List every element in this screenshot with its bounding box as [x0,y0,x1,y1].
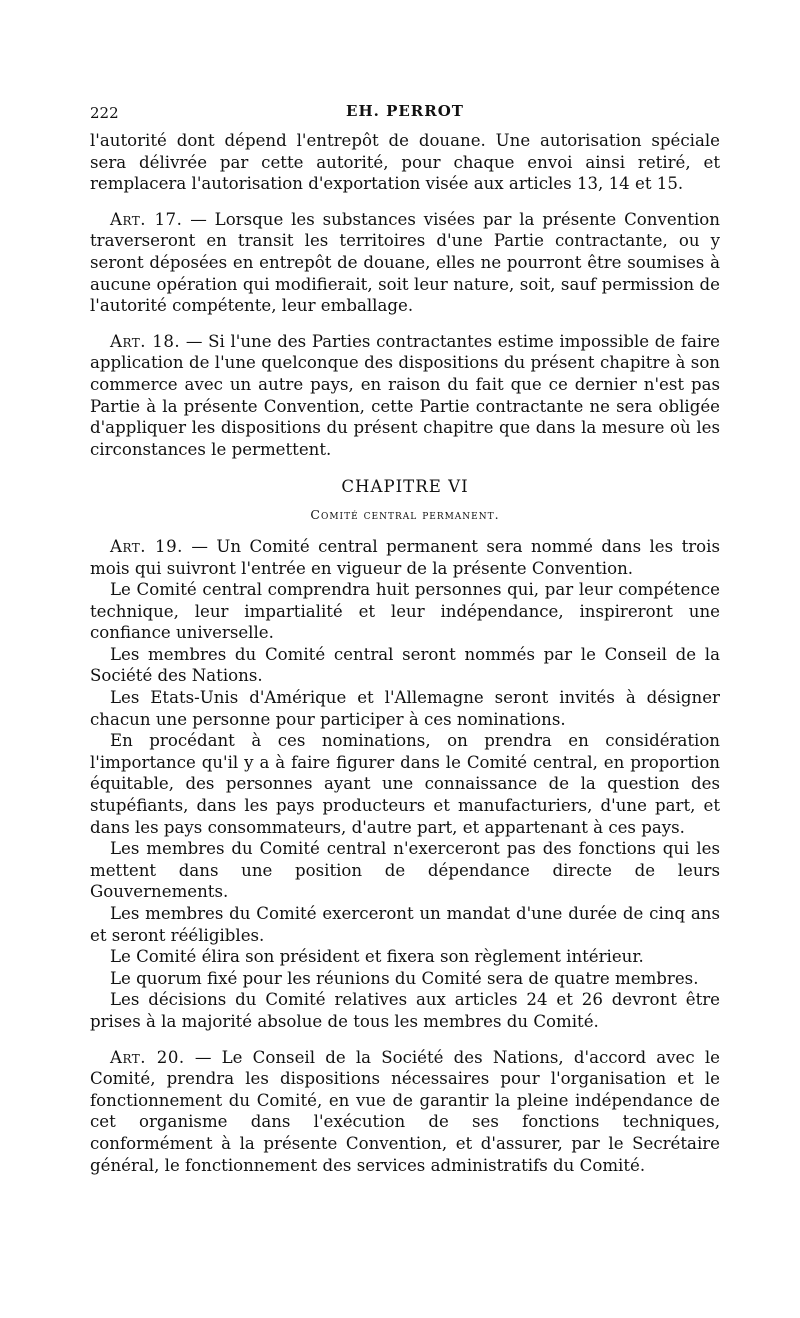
article-20 [90,1047,720,1177]
page-number: 222 [90,104,119,122]
running-head [90,100,720,130]
article-19-paragraph: Les membres du Comité exerceront un mandat d'une durée de cinq ans et seront rééligibles. [90,904,720,945]
article-19-text: — Un Comité central permanent sera nommé dans les trois mois qui suivront l'entrée en vigueur de la présente Convention. [90,536,720,578]
article-19-paragraph: Le quorum fixé pour les réunions du Comité sera de quatre membres. [110,968,699,988]
article-19-paragraph: En procédant à ces nominations, on prendra en considération l'importance qu'il y a à faire figurer dans le Comité central, en proportion équitable, des personnes ayant une connaissance de la question des stupéfiants, dans les pays producteurs et manufacturiers, d'une part, et dans les pays consommateurs, d'autre part, et appartenant à ces pays. [90,731,720,837]
article-19-paragraph: Le Comité central comprendra huit personnes qui, par leur compétence technique, leur impartialité et leur indépendance, inspireront une confiance universelle. [90,580,720,643]
article-18-text: — Si l'une des Parties contractantes estime impossible de faire application de l'une quelconque des dispositions du présent chapitre à son commerce avec un autre pays, en raison du fait que ce dernier n'est pas Partie à la présente Convention, cette Partie contractante ne sera obligée d'appliquer les dispositions du présent chapitre que dans la mesure où les circonstances le permettent. [90,331,720,459]
continuation-paragraph: l'autorité dont dépend l'entrepôt de douane. Une autorisation spéciale sera délivrée par cette autorité, pour chaque envoi ainsi retiré, et remplacera l'autorisation d'exportation visée aux articles 13, 14 et 15. [90,131,720,194]
article-19-paragraph: Le Comité élira son président et fixera son règlement intérieur. [110,947,644,967]
document-page [90,100,720,1176]
article-17-label: Art. 17. [110,209,183,229]
article-18 [90,331,720,461]
running-title: EH. PERROT [346,102,464,120]
article-17-text: — Lorsque les substances visées par la présente Convention traverseront en transit les territoires d'une Partie contractante, ou y seront déposées en entrepôt de douane, elles ne pourront être soumises à aucune opération qui modifierait, soit leur nature, soit, sauf permission de l'autorité compétente, leur emballage. [90,209,720,316]
article-19-paragraph: Les Etats-Unis d'Amérique et l'Allemagne seront invités à désigner chacun une personne pour participer à ces nominations. [90,688,720,729]
article-19-paragraph: Les membres du Comité central seront nommés par le Conseil de la Société des Nations. [90,644,720,686]
article-19-paragraph: Les membres du Comité central n'exerceront pas des fonctions qui les mettent dans une position de dépendance directe de leurs Gouvernements. [90,839,720,902]
article-17 [90,209,720,317]
article-19 [90,536,720,579]
chapter-heading: CHAPITRE VI [341,477,469,497]
chapter-subheading: Comité central permanent. [310,506,500,522]
article-18-label: Art. 18. [110,331,181,351]
article-20-text: — Le Conseil de la Société des Nations, d'accord avec le Comité, prendra les dispositions nécessaires pour l'organisation et le fonctionnement du Comité, en vue de garantir la pleine indépendance de cet organisme dans l'exécution de ses fonctions techniques, conformément à la présente Convention, et d'assurer, par le Secrétaire général, le fonctionnement des services administratifs du Comité. [90,1047,720,1175]
article-19-paragraph: Les décisions du Comité relatives aux articles 24 et 26 devront être prises à la majorité absolue de tous les membres du Comité. [90,990,720,1031]
article-19-label: Art. 19. [110,536,183,556]
article-20-label: Art. 20. [110,1047,185,1067]
